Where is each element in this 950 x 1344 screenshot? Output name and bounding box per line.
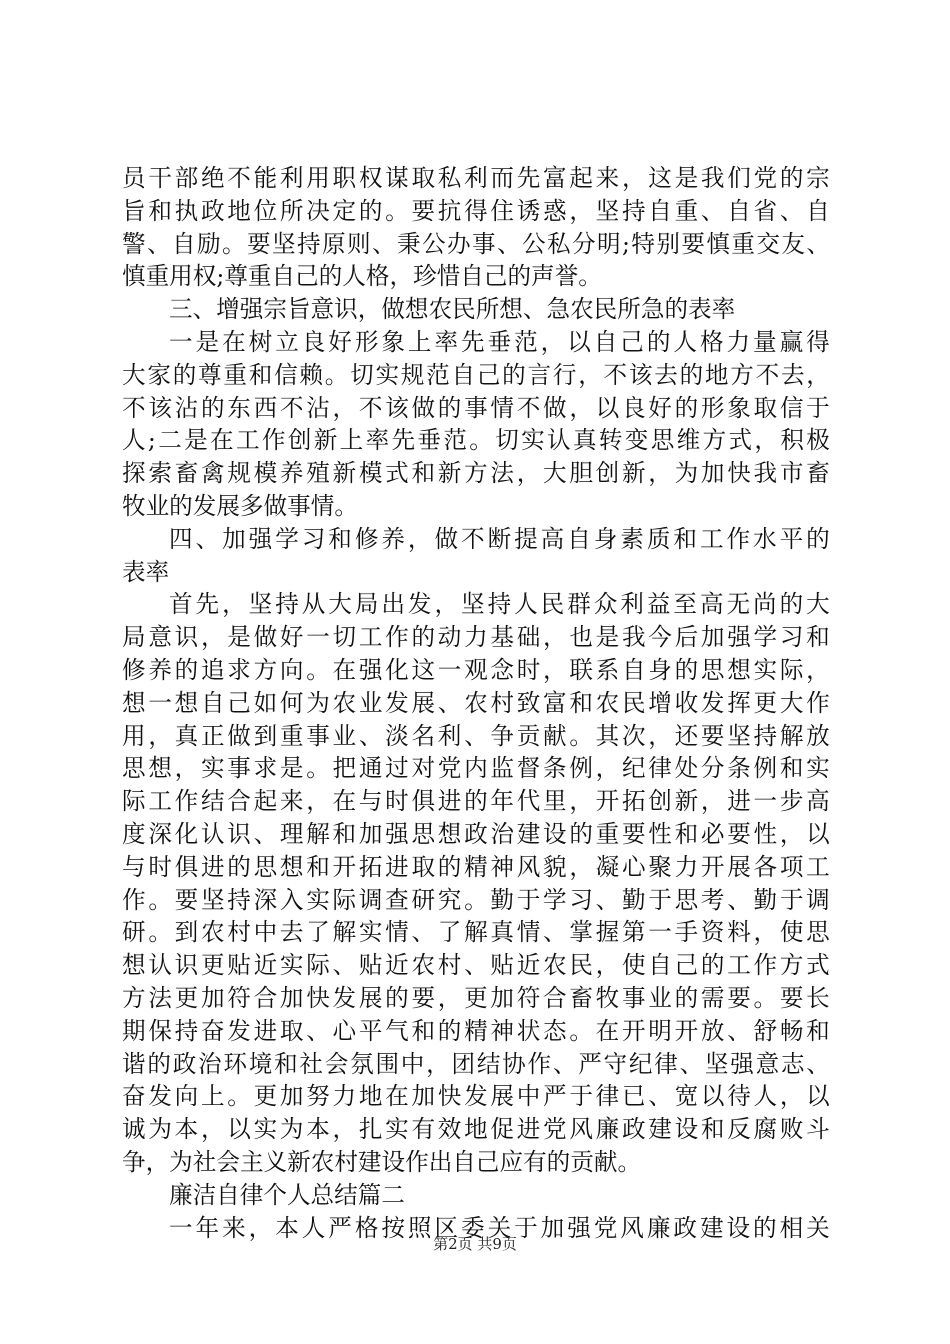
text-line: 想 认 识 更 贴 近 实 际 、 贴 近 农 村 、 贴 近 农 民 ， 使 自 己 的 工 作 方 式 bbox=[122, 951, 830, 980]
text-line: 期 保 持 奋 发 进 取 、 心 平 气 和 的 精 神 状 态 。 在 开 明 开 放 、 舒 畅 和 bbox=[122, 1016, 830, 1045]
text-line: 牧业的发展多做事情。 bbox=[122, 491, 358, 520]
text-line: 廉洁自律个人总结篇二 bbox=[169, 1180, 405, 1209]
text-line: 三、增强宗旨意识，做想农民所想、急农民所急的表率 bbox=[169, 295, 736, 324]
text-line: 四 、 加 强 学 习 和 修 养 ， 做 不 断 提 高 自 身 素 质 和 工 作 水 平 的 bbox=[169, 524, 830, 553]
text-line: 首 先 ， 坚 持 从 大 局 出 发 ， 坚 持 人 民 群 众 利 益 至 高 无 尚 的 大 bbox=[169, 590, 830, 619]
page-footer: 第2页 共9页 bbox=[433, 1235, 517, 1253]
text-line: 思 想 ， 实 事 求 是 。 把 通 过 对 党 内 监 督 条 例 ， 纪 律 处 分 条 例 和 实 bbox=[122, 754, 830, 783]
text-line: 旨 和 执 政 地 位 所 决 定 的 。 要 抗 得 住 诱 惑 ， 坚 持 自 重 、 自 省 、 自 bbox=[122, 196, 830, 225]
text-line: 员 干 部 绝 不 能 利 用 职 权 谋 取 私 利 而 先 富 起 来 ， 这 是 我 们 党 的 宗 bbox=[122, 164, 830, 192]
text-line: 用 ， 真 正 做 到 重 事 业 、 淡 名 利 、 争 贡 献 。 其 次 ， 还 要 坚 持 解 放 bbox=[122, 721, 830, 750]
text-line: 不 该 沾 的 东 西 不 沾 ， 不 该 做 的 事 情 不 做 ， 以 良 好 的 形 象 取 信 于 bbox=[122, 393, 830, 422]
text-line: 局 意 识 ， 是 做 好 一 切 工 作 的 动 力 基 础 ， 也 是 我 今 后 加 强 学 习 和 bbox=[122, 623, 830, 652]
text-line: 修 养 的 追 求 方 向 。 在 强 化 这 一 观 念 时 ， 联 系 自 身 的 思 想 实 际 ， bbox=[122, 655, 830, 684]
document-body bbox=[122, 162, 830, 1244]
text-line: 与 时 俱 进 的 思 想 和 开 拓 进 取 的 精 神 风 貌 ， 凝 心 聚 力 开 展 各 项 工 bbox=[122, 852, 830, 881]
text-line: 人 ; 二 是 在 工 作 创 新 上 率 先 垂 范 。 切 实 认 真 转 变 思 维 方 式 ， 积 极 bbox=[122, 426, 830, 455]
text-line: 度 深 化 认 识 、 理 解 和 加 强 思 想 政 治 建 设 的 重 要 性 和 必 要 性 ， 以 bbox=[122, 819, 830, 848]
text-line: 一 是 在 树 立 良 好 形 象 上 率 先 垂 范 ， 以 自 己 的 人 格 力 量 赢 得 bbox=[169, 327, 830, 356]
text-line: 警 、 自 励 。 要 坚 持 原 则 、 秉 公 办 事 、 公 私 分 明 ; 特 别 要 慎 重 交 友 、 bbox=[122, 229, 830, 258]
text-line: 方 法 更 加 符 合 加 快 发 展 的 要 ， 更 加 符 合 畜 牧 事 业 的 需 要 。 要 长 bbox=[122, 983, 830, 1012]
text-line: 作 。 要 坚 持 深 入 实 际 调 查 研 究 。 勤 于 学 习 、 勤 于 思 考 、 勤 于 调 bbox=[122, 885, 830, 914]
text-line: 大 家 的 尊 重 和 信 赖 。 切 实 规 范 自 己 的 言 行 ， 不 该 去 的 地 方 不 去 ， bbox=[122, 360, 830, 389]
text-line: 奋 发 向 上 。 更 加 努 力 地 在 加 快 发 展 中 严 于 律 已 、 宽 以 待 人 ， 以 bbox=[122, 1082, 830, 1111]
text-line: 慎重用权;尊重自己的人格，珍惜自己的声誉。 bbox=[122, 262, 602, 291]
text-line: 一 年 来 ， 本 人 严 格 按 照 区 委 关 于 加 强 党 风 廉 政 建 设 的 相 关 bbox=[169, 1213, 830, 1242]
text-line: 想 一 想 自 己 如 何 为 农 业 发 展 、 农 村 致 富 和 农 民 增 收 发 挥 更 大 作 bbox=[122, 688, 830, 717]
text-line: 表率 bbox=[122, 557, 170, 586]
text-line: 谐 的 政 治 环 境 和 社 会 氛 围 中 ， 团 结 协 作 、 严 守 纪 律 、 坚 强 意 志 、 bbox=[122, 1049, 830, 1078]
text-line: 探 索 畜 禽 规 模 养 殖 新 模 式 和 新 方 法 ， 大 胆 创 新 ， 为 加 快 我 市 畜 bbox=[122, 459, 830, 488]
text-line: 诚 为 本 ， 以 实 为 本 ， 扎 实 有 效 地 促 进 党 风 廉 政 建 设 和 反 腐 败 斗 bbox=[122, 1115, 830, 1144]
text-line: 研 。 到 农 村 中 去 了 解 实 情 、 了 解 真 情 、 掌 握 第 一 手 资 料 ， 使 思 bbox=[122, 918, 830, 947]
text-line: 争，为社会主义新农村建设作出自己应有的贡献。 bbox=[122, 1147, 642, 1176]
text-line: 际 工 作 结 合 起 来 ， 在 与 时 俱 进 的 年 代 里 ， 开 拓 创 新 ， 进 一 步 高 bbox=[122, 787, 830, 816]
